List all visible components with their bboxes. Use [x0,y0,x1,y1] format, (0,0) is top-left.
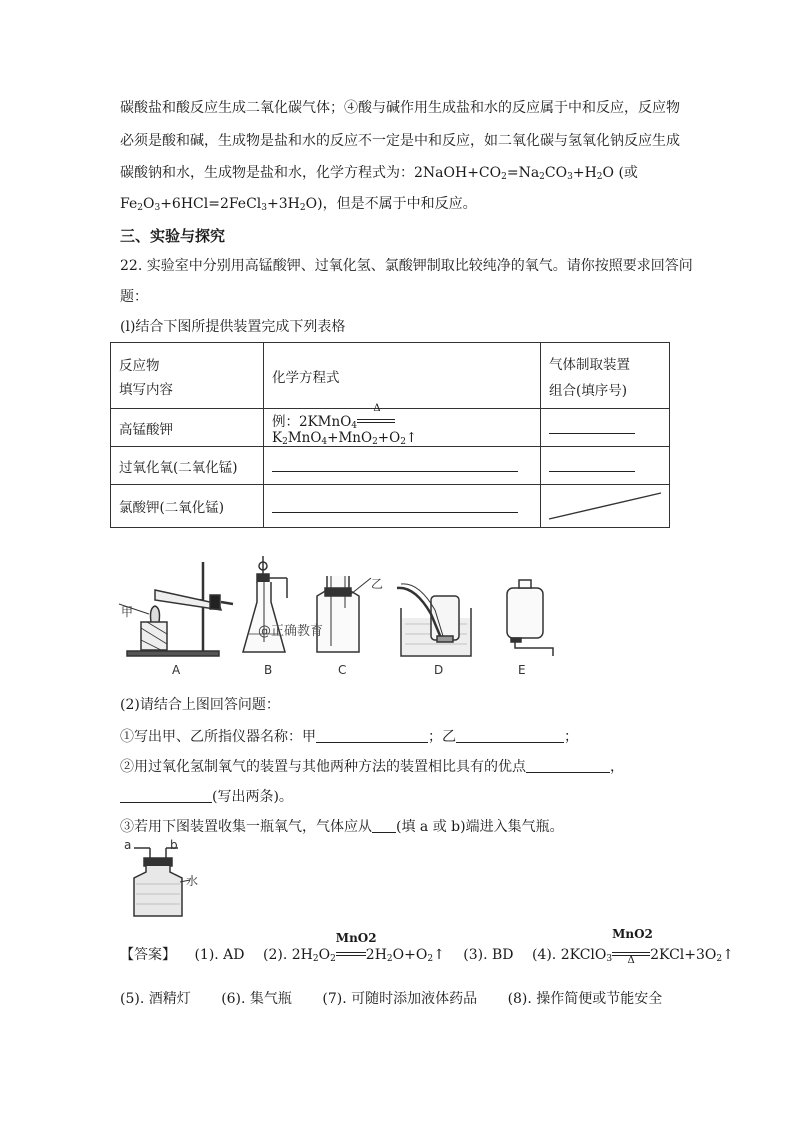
header-apparatus-l2: 组合(填序号) [549,382,628,399]
answer-6: (6). 集气瓶 [221,991,292,1007]
answer-3: (3). BD [463,947,514,963]
row1-equation: 例：2KMnO$_4$ Δ $K_2MnO_4+MnO_2+O_2↑$ [264,409,541,447]
question-line-1: 22. 实验室中分别用高锰酸钾、过氧化氢、氯酸钾制取比较纯净的氧气。请你按照要求回答问 [120,258,693,274]
row2-equation[interactable] [264,447,541,485]
label-b: B [264,663,273,677]
answer-5: (5). 酒精灯 [120,991,191,1007]
apparatus-figure [115,548,555,688]
answer-4-condition-top: MnO2 [612,927,653,941]
diagonal-strike [541,485,665,527]
question-part-1: (l)结合下图所提供装置完成下列表格 [120,319,346,335]
apparatus-c [317,576,371,652]
intro-line-1: 碳酸盐和酸反应生成二氧化碳气体；④酸与碱作用生成盐和水的反应属于中和反应，反应物 [120,100,680,116]
table-row [111,485,670,528]
answer-blank-advantage-1[interactable] [526,758,610,773]
part2-q2: ②用过氧化氢制氧气的装置与其他两种方法的装置相比具有的优点 ， [120,759,624,775]
apparatus-e [507,580,553,656]
row1-apparatus[interactable] [541,409,670,447]
bottle-label-water: 水 [186,874,199,888]
header-reactant [111,343,264,409]
header-apparatus [541,343,670,409]
answer-8: (8). 操作简便或节能安全 [507,991,663,1007]
answer-line-1 [120,927,734,966]
bottle-label-a: a [124,838,132,852]
bottle-label-b: b [170,838,178,852]
row2-apparatus[interactable] [541,447,670,485]
answer-1: (1). AD [194,947,245,963]
section-title: 三、实验与探究 [120,227,226,245]
table-row [111,447,670,485]
table-header-row [111,343,670,409]
part2-q3: ③若用下图装置收集一瓶氧气，气体应从 (填 a 或 b)端进入集气瓶。 [120,819,564,835]
part2-q2-cont: (写出两条)。 [120,787,293,807]
header-reactant-l1: 反应物 [119,357,160,374]
header-reactant-l2: 填写内容 [119,381,173,398]
answer-tag: 【答案】 [120,947,176,963]
row1-reactant: 高锰酸钾 [111,409,264,447]
row1-condition: Δ [373,402,381,414]
apparatus-d [397,584,471,656]
header-apparatus-l1: 气体制取装置 [549,356,630,373]
row2-reactant: 过氧化氧(二氧化锰) [111,447,264,485]
label-e: E [518,663,526,677]
intro-line-4: $Fe_2O_3+6HCl=2FeCl_3+3H_2O$)，但是不属于中和反应。 [120,196,477,213]
answer-2-condition: MnO2 [335,931,377,945]
row3-reactant: 氯酸钾(二氧化锰) [111,485,264,528]
row3-apparatus [541,485,670,528]
part2-title: (2)请结合上图回答问题： [120,697,280,713]
label-a: A [172,663,181,677]
answer-blank-yi[interactable] [456,728,564,743]
answer-4: (4). 2KClO$_3$ MnO2 Δ $2KCl+3O_2↑$ [531,927,734,966]
table-row [111,409,670,447]
answer-blank-ab[interactable] [372,818,396,833]
label-c: C [338,663,347,677]
answer-2: (2). $2H_2O_2$ MnO2 $2H_2O+O_2↑$ [262,931,445,964]
header-equation: 化学方程式 [264,343,541,409]
answer-blank-jia[interactable] [316,728,428,743]
question-line-2: 题： [120,289,148,305]
row3-equation[interactable] [264,485,541,528]
apparatus-a [119,562,233,656]
label-d: D [434,663,444,677]
label-yi: 乙 [371,577,384,591]
answer-line-2 [120,988,662,1008]
reaction-table [110,342,670,528]
answer-4-condition-bottom: Δ [627,955,635,966]
watermark: @正确教育 [258,624,324,639]
part2-q1: ①写出甲、乙所指仪器名称：甲 ；乙 ； [120,729,578,745]
answer-blank-advantage-2[interactable] [120,788,212,803]
intro-line-2: 必须是酸和碱，生成物是盐和水的反应不一定是中和反应，如二氧化碳与氢氧化钠反应生成 [120,133,680,149]
label-jia: 甲 [121,605,134,619]
intro-line-3: 碳酸钠和水，生成物是盐和水，化学方程式为：$2NaOH+CO_2=Na_2CO_3+H_2O$ (或 [120,165,638,182]
answer-7: (7). 可随时添加液体药品 [322,991,478,1007]
